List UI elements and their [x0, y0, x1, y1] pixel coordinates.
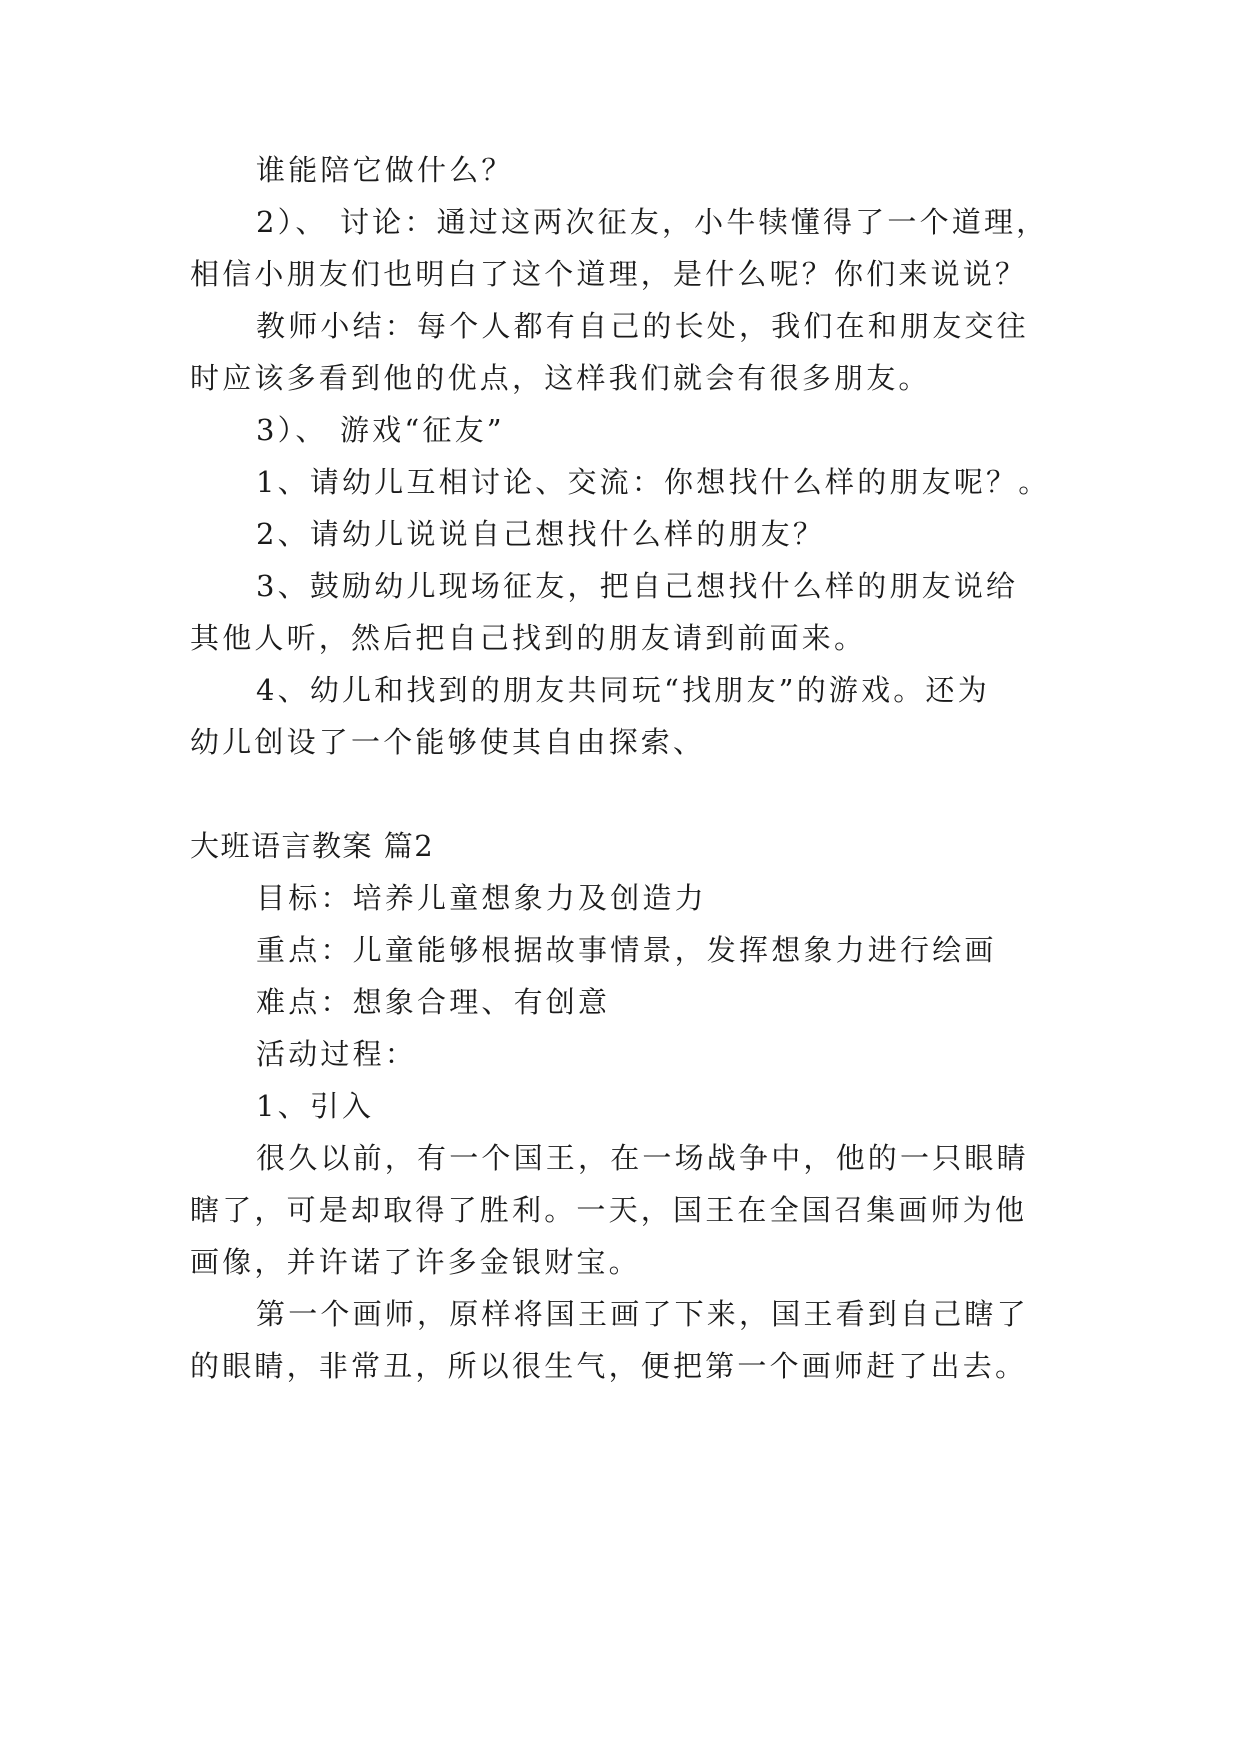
paragraph-line: 时应该多看到他的优点，这样我们就会有很多朋友。 — [190, 361, 931, 395]
paragraph-line: 3）、 游戏“征友” — [256, 413, 505, 447]
paragraph-line: 活动过程： — [256, 1037, 418, 1071]
paragraph-line: 4、幼儿和找到的朋友共同玩“找朋友”的游戏。还为 — [256, 673, 990, 707]
paragraph-line: 画像，并许诺了许多金银财宝。 — [190, 1245, 641, 1279]
paragraph-line: 谁能陪它做什么？ — [256, 153, 514, 187]
paragraph-line: 很久以前，有一个国王，在一场战争中，他的一只眼睛 — [256, 1141, 1029, 1175]
paragraph-line: 1、请幼儿互相讨论、交流：你想找什么样的朋友呢？。 — [256, 465, 1051, 499]
paragraph-line: 2、请幼儿说说自己想找什么样的朋友？ — [256, 517, 826, 551]
paragraph-line: 难点：想象合理、有创意 — [256, 985, 611, 1019]
paragraph-line: 幼儿创设了一个能够使其自由探索、 — [190, 725, 706, 759]
paragraph-line: 3、鼓励幼儿现场征友，把自己想找什么样的朋友说给 — [256, 569, 1019, 603]
paragraph-line: 瞎了，可是却取得了胜利。一天，国王在全国召集画师为他 — [190, 1193, 1028, 1227]
paragraph-line: 的眼睛，非常丑，所以很生气，便把第一个画师赶了出去。 — [190, 1349, 1028, 1383]
paragraph-line: 教师小结：每个人都有自己的长处，我们在和朋友交往 — [256, 309, 1029, 343]
section-title: 大班语言教案 篇2 — [190, 829, 435, 863]
paragraph-line: 2）、 讨论：通过这两次征友，小牛犊懂得了一个道理， — [256, 205, 1049, 239]
paragraph-line: 重点：儿童能够根据故事情景，发挥想象力进行绘画 — [256, 933, 997, 967]
paragraph-line: 其他人听，然后把自己找到的朋友请到前面来。 — [190, 621, 867, 655]
paragraph-line: 目标：培养儿童想象力及创造力 — [256, 881, 707, 915]
paragraph-line: 第一个画师，原样将国王画了下来，国王看到自己瞎了 — [256, 1297, 1029, 1331]
paragraph-line: 相信小朋友们也明白了这个道理，是什么呢？你们来说说？ — [190, 257, 1028, 291]
paragraph-line: 1、引入 — [256, 1089, 375, 1123]
